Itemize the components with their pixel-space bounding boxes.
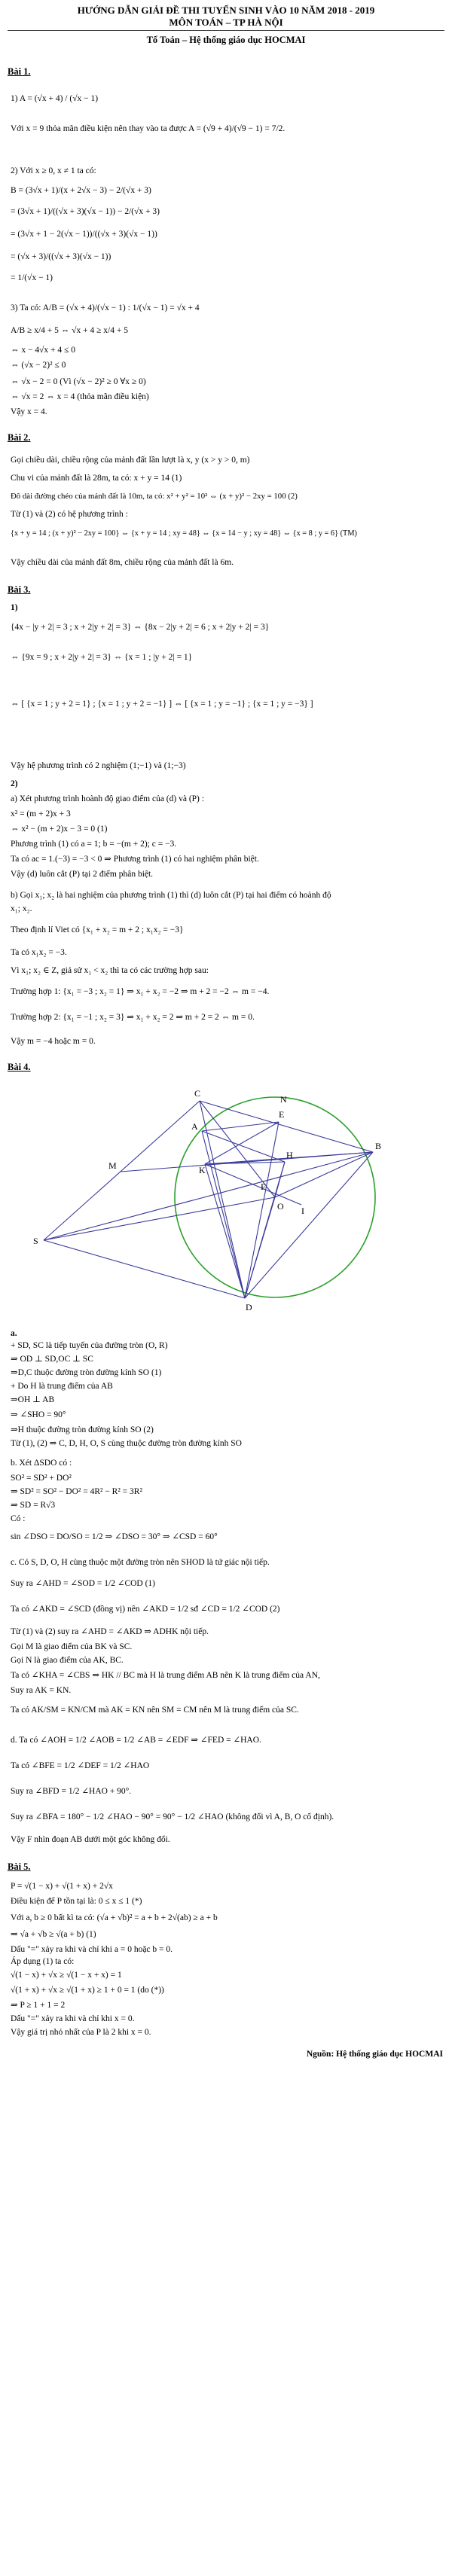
bai1-line: ⇔ √x − 2 = 0 (Vì (√x − 2)² ≥ 0 ∀x ≥ 0) (11, 377, 146, 386)
bai5-line: √(1 − x) + √x ≥ √(1 − x + x) = 1 (11, 1971, 122, 1980)
bai3-line: Vậy m = −4 hoặc m = 0. (11, 1037, 96, 1046)
point-label: M (108, 1160, 117, 1171)
bai4-line: Ta có ∠BFE = 1/2 ∠DEF = 1/2 ∠HAO (11, 1761, 150, 1770)
document-subject: MÔN TOÁN – TP HÀ NỘI (169, 17, 283, 28)
bai3-line: a) Xét phương trình hoành độ giao điểm của (d) và (P) : (11, 794, 204, 803)
bai4-line: ⇒D,C thuộc đường tròn đường kính SO (1) (11, 1368, 162, 1377)
point-label: K (199, 1165, 206, 1175)
document-author: Tổ Toán – Hệ thống giáo dục HOCMAI (146, 35, 306, 45)
bai5-line: ⇒ P ≥ 1 + 1 = 2 (11, 2001, 66, 2010)
bai1-line: A/B ≥ x/4 + 5 ⇔ √x + 4 ≥ x/4 + 5 (11, 326, 128, 335)
bai3-line: Trường hợp 1: {x₁ = −3 ; x₂ = 1} ⇒ x₁ + x₂ = −2 ⇒ m + 2 = −2 ⇔ m = −4. (11, 987, 270, 996)
bai1-line: ⇔ (√x − 2)² ≤ 0 (11, 361, 66, 370)
bai3-line: Phương trình (1) có a = 1; b = −(m + 2); c = −3. (11, 840, 177, 849)
bai3-line: x₁; x₂. (11, 904, 32, 913)
bai5-line: ⇒ √a + √b ≥ √(a + b) (1) (11, 1930, 96, 1939)
bai4-line: + SD, SC là tiếp tuyến của đường tròn (O, R) (11, 1341, 168, 1350)
bai2-line: Gọi chiều dài, chiều rộng của mảnh đất lần lượt là x, y (x > y > 0, m) (11, 456, 250, 465)
bai3-line: 2) (11, 779, 18, 788)
section-heading-bai5: Bài 5. (8, 1861, 31, 1872)
bai5-line: P = √(1 − x) + √(1 + x) + 2√x (11, 1882, 113, 1891)
bai4-line: Ta có ∠AKD = ∠SCD (đồng vị) nên ∠AKD = 1/2 sđ ∠CD = 1/2 ∠COD (2) (11, 1605, 280, 1614)
section-heading-bai2: Bài 2. (8, 432, 31, 443)
bai3-line: Trường hợp 2: {x₁ = −1 ; x₂ = 3} ⇒ x₁ + x₂ = 2 ⇒ m + 2 = 2 ⇔ m = 0. (11, 1013, 255, 1022)
bai3-line: Vậy hệ phương trình có 2 nghiệm (1;−1) và (1;−3) (11, 761, 186, 770)
bai1-line: B = (3√x + 1)/(x + 2√x − 3) − 2/(√x + 3) (11, 186, 151, 195)
bai4-line: SO² = SD² + DO² (11, 1474, 72, 1483)
point-label: C (194, 1088, 201, 1099)
bai3-line: Theo định lí Viet có {x₁ + x₂ = m + 2 ; x₁x₂ = −3} (11, 925, 184, 934)
bai4-line: Ta có ∠KHA = ∠CBS ⇒ HK // BC mà H là trung điểm AB nên K là trung điểm của AN, (11, 1671, 320, 1680)
bai5-line: Với a, b ≥ 0 bất kì ta có: (√a + √b)² = a + b + 2√(ab) ≥ a + b (11, 1913, 218, 1922)
source-note: Nguồn: Hệ thống giáo dục HOCMAI (306, 2050, 443, 2059)
bai3-line: x² = (m + 2)x + 3 (11, 809, 71, 819)
point-label: O (277, 1201, 284, 1212)
bai3-line: ⇔ x² − (m + 2)x − 3 = 0 (1) (11, 825, 108, 834)
bai3-line: Vậy (d) luôn cắt (P) tại 2 điểm phân biệt. (11, 870, 154, 879)
bai4-line: Suy ra ∠BFD = 1/2 ∠HAO + 90°. (11, 1787, 132, 1796)
bai2-line: Chu vi của mảnh đất là 28m, ta có: x + y = 14 (1) (11, 474, 182, 483)
bai4-line: Suy ra ∠BFA = 180° − 1/2 ∠HAO − 90° = 90° − 1/2 ∠HAO (không đổi vì A, B, O cố định). (11, 1812, 334, 1821)
bai4-line: sin ∠DSO = DO/SO = 1/2 ⇒ ∠DSO = 30° ⇒ ∠CSD = 60° (11, 1532, 218, 1541)
bai4-line: Gọi M là giao điểm của BK và SC. (11, 1642, 133, 1651)
bai4-line: ⇒ SD = R√3 (11, 1501, 56, 1510)
bai5-line: Áp dụng (1) ta có: (11, 1957, 75, 1966)
bai1-line: Với x = 9 thỏa mãn điều kiện nên thay vào ta được A = (√9 + 4)/(√9 − 1) = 7/2. (11, 124, 286, 133)
bai1-line: Vậy x = 4. (11, 407, 47, 416)
point-label: A (191, 1121, 198, 1132)
header-divider (8, 30, 444, 31)
bai3-line: {4x − |y + 2| = 3 ; x + 2|y + 2| = 3} ⇔ {8x − 2|y + 2| = 6 ; x + 2|y + 2| = 3} (11, 623, 270, 632)
bai2-line: Từ (1) và (2) có hệ phương trình : (11, 510, 128, 519)
bai4-line: Ta có AK/SM = KN/CM mà AK = KN nên SM = CM nên M là trung điểm của SC. (11, 1706, 299, 1715)
bai2-line: Vậy chiều dài của mảnh đất 8m, chiều rộng của mảnh đất là 6m. (11, 558, 234, 567)
bai2-line: {x + y = 14 ; (x + y)² − 2xy = 100} ⇔ {x + y = 14 ; xy = 48} ⇔ {x = 14 − y ; xy = 48} ⇔ {x = 8 ; y = 6} (TM) (11, 529, 357, 538)
bai5-line: √(1 + x) + √x ≥ √(1 + x) ≥ 1 + 0 = 1 (do (*)) (11, 1986, 164, 1995)
point-label: I (301, 1206, 304, 1216)
bai3-line: ⇔ {9x = 9 ; x + 2|y + 2| = 3} ⇔ {x = 1 ; |y + 2| = 1} (11, 653, 193, 662)
bai4-line: ⇒ ∠SHO = 90° (11, 1410, 66, 1419)
section-heading-bai1: Bài 1. (8, 66, 31, 77)
bai4-line: d. Ta có ∠AOH = 1/2 ∠AOB = 1/2 ∠AB = ∠EDF ⇒ ∠FED = ∠HAO. (11, 1736, 261, 1745)
bai3-line: Ta có x₁x₂ = −3. (11, 948, 67, 957)
bai4-line: ⇒H thuộc đường tròn đường kính SO (2) (11, 1425, 154, 1434)
bai1-line: = (3√x + 1)/((√x + 3)(√x − 1)) − 2/(√x + 3) (11, 207, 160, 216)
bai4-line: ⇒ SD² = SO² − DO² = 4R² − R² = 3R² (11, 1487, 142, 1496)
point-label: E (279, 1109, 285, 1120)
point-label: F (261, 1181, 266, 1192)
geometry-figure (30, 1084, 422, 1318)
bai4-line: Suy ra ∠AHD = ∠SOD = 1/2 ∠COD (1) (11, 1579, 156, 1588)
bai1-line: = (3√x + 1 − 2(√x − 1))/((√x + 3)(√x − 1)) (11, 230, 157, 239)
bai1-line: ⇔ √x = 2 ⇔ x = 4 (thỏa mãn điều kiện) (11, 392, 149, 401)
section-heading-bai4: Bài 4. (8, 1062, 31, 1072)
bai4-line: ⇒ OD ⊥ SD,OC ⊥ SC (11, 1355, 93, 1364)
bai4-line: Gọi N là giao điểm của AK, BC. (11, 1656, 124, 1665)
bai4-line: Suy ra AK = KN. (11, 1686, 72, 1695)
bai5-line: Vậy giá trị nhỏ nhất của P là 2 khi x = 0. (11, 2028, 151, 2037)
bai1-line: = 1/(√x − 1) (11, 273, 53, 282)
document-title: HƯỚNG DẪN GIẢI ĐỀ THI TUYỂN SINH VÀO 10 NĂM 2018 - 2019 (77, 5, 375, 16)
section-heading-bai3: Bài 3. (8, 584, 31, 595)
bai1-line: 3) Ta có: A/B = (√x + 4)/(√x − 1) : 1/(√x − 1) = √x + 4 (11, 303, 200, 312)
bai1-line: 1) A = (√x + 4) / (√x − 1) (11, 94, 99, 103)
bai4-line: ⇒OH ⊥ AB (11, 1395, 55, 1404)
bai4-line: b. Xét ΔSDO có : (11, 1459, 72, 1468)
bai3-line: ⇔ [ {x = 1 ; y + 2 = 1} ; {x = 1 ; y + 2 = −1} ] ⇔ [ {x = 1 ; y = −1} ; {x = 1 ; y = −3} ] (11, 700, 313, 709)
point-label: S (33, 1236, 38, 1246)
point-label: D (246, 1302, 252, 1312)
bai5-line: Dấu "=" xảy ra khi và chỉ khi x = 0. (11, 2014, 135, 2023)
bai3-line: Ta có ac = 1.(−3) = −3 < 0 ⇒ Phương trình (1) có hai nghiệm phân biệt. (11, 855, 259, 864)
bai4-line: + Do H là trung điểm của AB (11, 1382, 113, 1391)
bai1-line: 2) Với x ≥ 0, x ≠ 1 ta có: (11, 166, 96, 175)
bai4-line: a. (11, 1329, 17, 1338)
bai4-line: Có : (11, 1514, 26, 1523)
bai4-line: Từ (1), (2) ⇒ C, D, H, O, S cùng thuộc đường tròn đường kính SO (11, 1439, 242, 1448)
bai2-line: Đô dài đường chéo của mảnh đất là 10m, ta có: x² + y² = 10² ⇔ (x + y)² − 2xy = 100 (2) (11, 492, 298, 501)
bai4-line: Từ (1) và (2) suy ra ∠AHD = ∠AKD ⇒ ADHK nội tiếp. (11, 1627, 209, 1636)
bai1-line: = (√x + 3)/((√x + 3)(√x − 1)) (11, 252, 111, 261)
bai5-line: Dấu "=" xảy ra khi và chỉ khi a = 0 hoặc b = 0. (11, 1945, 173, 1954)
bai3-line: Vì x₁; x₂ ∈ Z, giả sử x₁ < x₂ thì ta có các trường hợp sau: (11, 966, 209, 975)
point-label: N (280, 1094, 287, 1105)
bai4-line: c. Có S, D, O, H cùng thuộc một đường tròn nên SHOD là tứ giác nội tiếp. (11, 1558, 270, 1567)
point-label: H (286, 1150, 293, 1160)
bai5-line: Điều kiện để P tồn tại là: 0 ≤ x ≤ 1 (*) (11, 1897, 142, 1906)
bai4-line: Vậy F nhìn đoạn AB dưới một góc không đổi. (11, 1835, 170, 1844)
point-label: B (375, 1141, 382, 1151)
bai3-line: 1) (11, 603, 18, 612)
bai3-line: b) Gọi x₁; x₂ là hai nghiệm của phương trình (1) thì (d) luôn cắt (P) tại hai điểm có hoành độ (11, 891, 331, 900)
bai1-line: ⇔ x − 4√x + 4 ≤ 0 (11, 346, 75, 355)
